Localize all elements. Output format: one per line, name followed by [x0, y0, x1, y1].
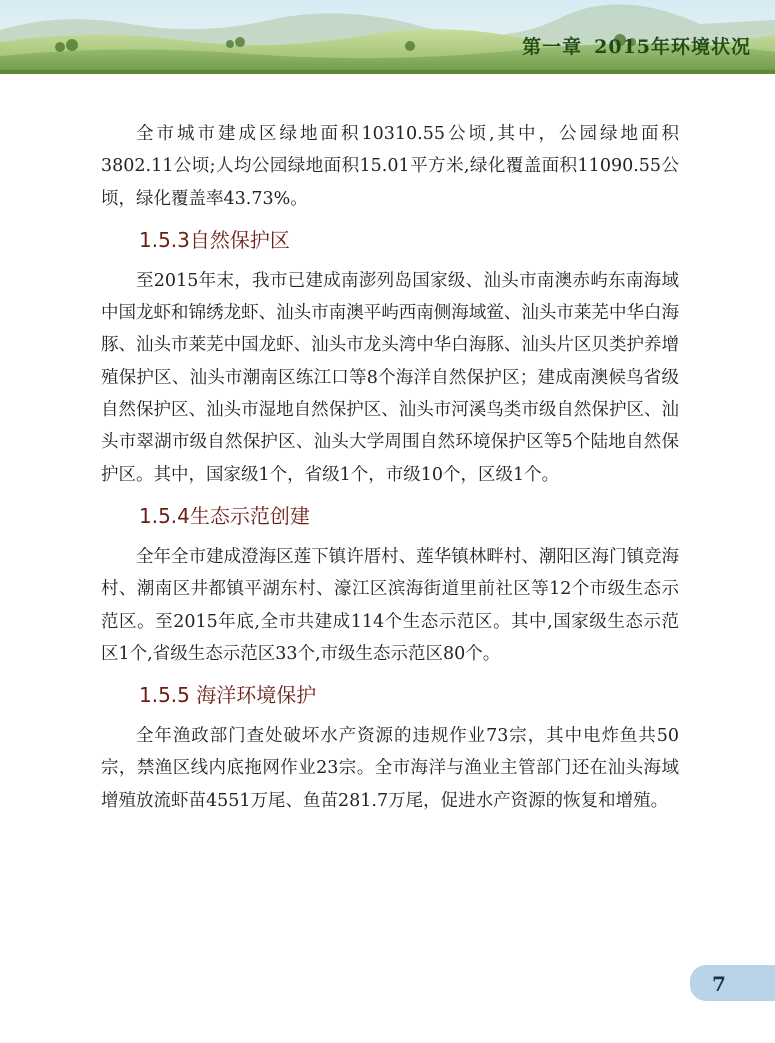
chapter-name: 2015年环境状况 [594, 36, 751, 58]
section-heading-1-5-5: 1.5.5 海洋环境保护 [139, 683, 317, 708]
chapter-label: 第一章 [522, 36, 583, 58]
page-number: 7 [712, 972, 726, 996]
chapter-title [522, 32, 751, 59]
section-heading-1-5-4: 1.5.4生态示范创建 [139, 503, 310, 528]
section-heading-1-5-3: 1.5.3自然保护区 [139, 227, 290, 252]
page-content [101, 118, 679, 817]
paragraph-nature-reserves: 至2015年末，我市已建成南澎列岛国家级、汕头市南澳赤屿东南海域中国龙虾和锦绣龙虾、汕头市南澳平屿西南侧海域鲎、汕头市莱芜中华白海豚、汕头市莱芜中国龙虾、汕头市龙头湾中华白海豚、汕头片区贝类护养增殖保护区、汕头市潮南区练江口等8个海洋自然保护区；建成南澳候鸟省级自然保护区、汕头市湿地自然保护区、汕头市河溪鸟类市级自然保护区、汕头市翠湖市级自然保护区、汕头大学周围自然环境保护区等5个陆地自然保护区。其中，国家级1个，省级1个，市级10个，区级1个。 [101, 270, 679, 485]
paragraph-eco-demo: 全年全市建成澄海区莲下镇许厝村、莲华镇林畔村、潮阳区海门镇竞海村、潮南区井都镇平湖东村、濠江区滨海街道里前社区等12个市级生态示范区。至2015年底,全市共建成114个生态示范区。其中,国家级生态示范区1个,省级生态示范区33个,市级生态示范区80个。 [101, 546, 679, 664]
paragraph-marine: 全年渔政部门查处破坏水产资源的违规作业73宗，其中电炸鱼共50宗，禁渔区线内底拖网作业23宗。全市海洋与渔业主管部门还在汕头海域增殖放流虾苗4551万尾、鱼苗281.7万尾，促进水产资源的恢复和增殖。 [101, 726, 679, 811]
header-banner [0, 0, 775, 74]
page-number-tab [690, 965, 775, 1001]
paragraph-green-area: 全市城市建成区绿地面积10310.55公顷,其中，公园绿地面积3802.11公顷;人均公园绿地面积15.01平方米,绿化覆盖面积11090.55公顷，绿化覆盖率43.73%。 [101, 124, 679, 209]
